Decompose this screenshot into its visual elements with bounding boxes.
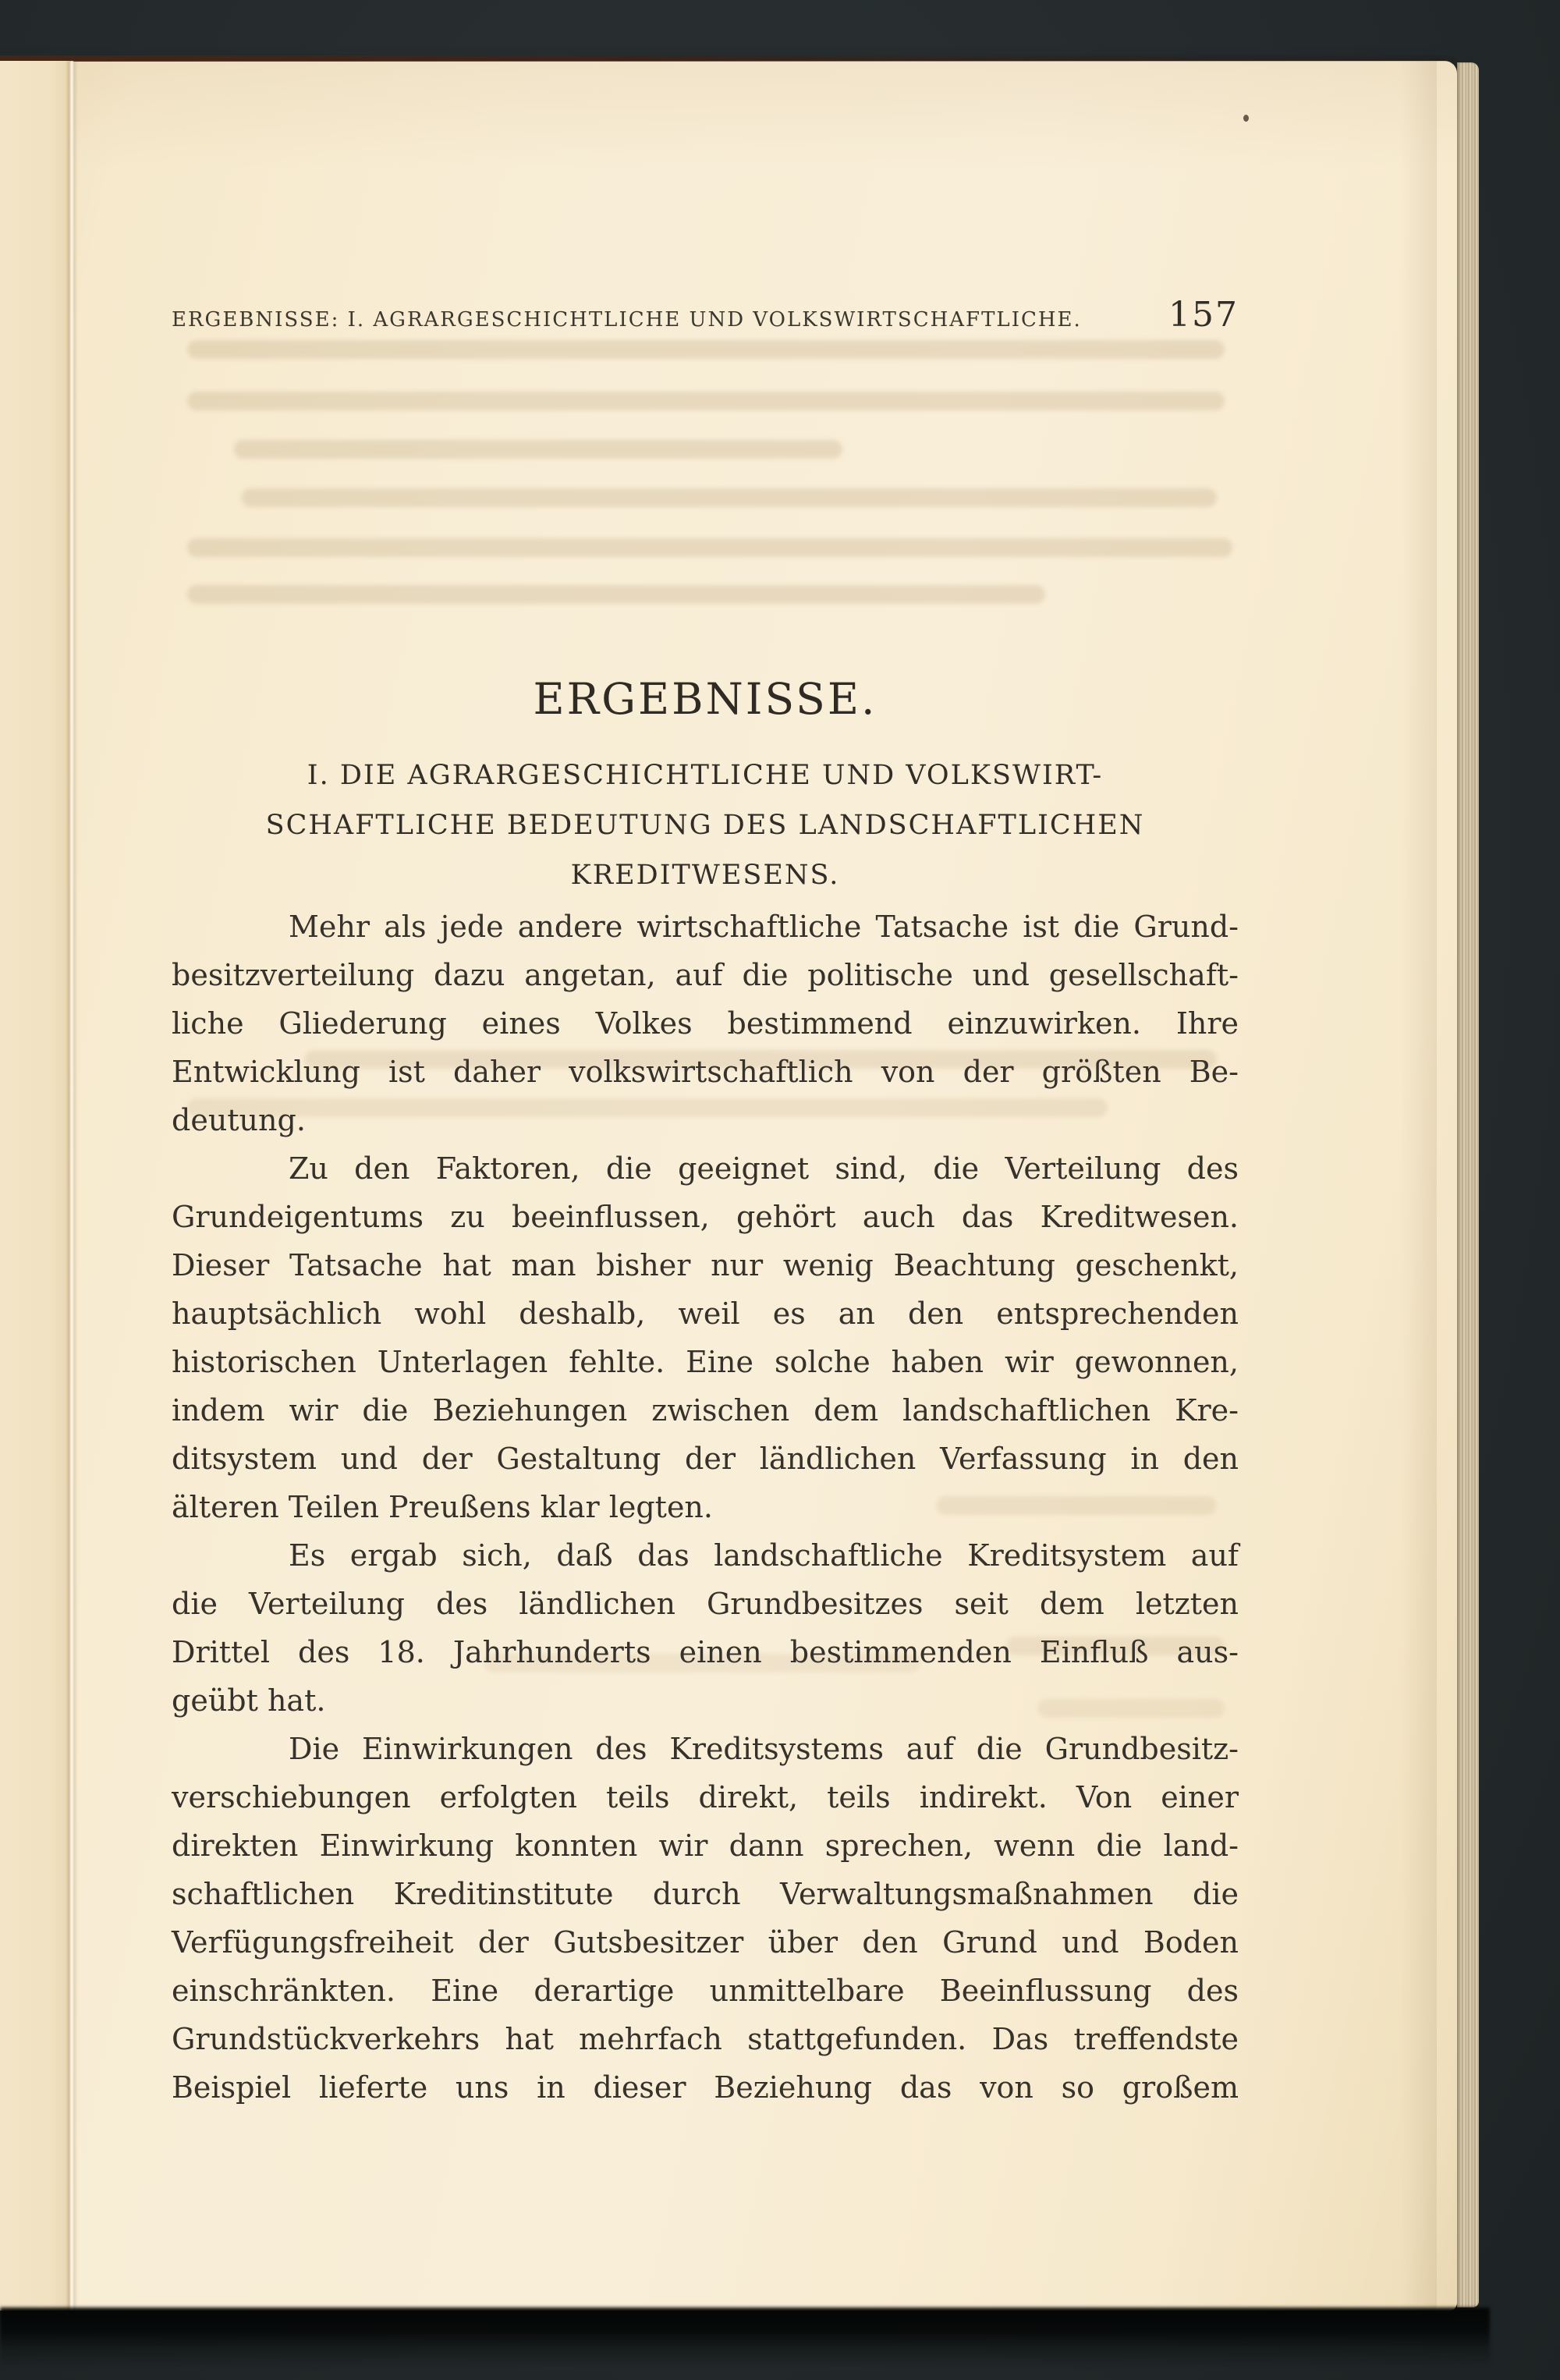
text-line: hauptsächlich wohl deshalb, weil es an den entsprechenden	[172, 1296, 1239, 1331]
text-line: direkten Einwirkung konnten wir dann sprechen, wenn die land-	[172, 1828, 1239, 1863]
text-line: Zu den Faktoren, die geeignet sind, die Verteilung des	[289, 1151, 1239, 1186]
page-shadow	[0, 2307, 1490, 2368]
text-line: Drittel des 18. Jahrhunderts einen bestimmenden Einfluß aus-	[172, 1635, 1239, 1669]
bleedthrough-line	[187, 340, 1225, 359]
bleedthrough-line	[187, 538, 1232, 557]
text-line: Mehr als jede andere wirtschaftliche Tatsache ist die Grund-	[289, 910, 1239, 944]
paragraph	[172, 1144, 1239, 1531]
paragraph	[172, 1725, 1239, 2112]
text-line: einschränkten. Eine derartige unmittelbare Beeinflussung des	[172, 1974, 1239, 2008]
running-title: ERGEBNISSE: I. AGRARGESCHICHTLICHE UND VOLKSWIRTSCHAFTLICHE.	[172, 308, 1082, 332]
paragraph	[172, 1531, 1239, 1725]
section-heading-line: I. DIE AGRARGESCHICHTLICHE UND VOLKSWIRT-	[307, 760, 1104, 791]
paragraph	[172, 903, 1239, 1144]
section-heading	[172, 750, 1239, 900]
text-line: deutung.	[172, 1103, 306, 1137]
bleedthrough-line	[234, 440, 842, 459]
text-line: besitzverteilung dazu angetan, auf die politische und gesellschaft-	[172, 958, 1239, 992]
text-line: Entwicklung ist daher volkswirtschaftlich von der größten Be-	[172, 1055, 1239, 1089]
gutter-crease	[66, 61, 78, 2311]
text-line: liche Gliederung eines Volkes bestimmend einzuwirken. Ihre	[172, 1006, 1239, 1041]
bleedthrough-line	[187, 392, 1225, 410]
book-page	[0, 61, 1457, 2311]
text-line: Grundstückverkehrs hat mehrfach stattgefunden. Das treffendste	[172, 2022, 1239, 2056]
text-line: Verfügungsfreiheit der Gutsbesitzer über den Grund und Boden	[172, 1925, 1239, 1960]
running-header	[172, 295, 1239, 335]
text-line: ditsystem und der Gestaltung der ländlichen Verfassung in den	[172, 1442, 1239, 1476]
bleedthrough-line	[187, 585, 1045, 604]
chapter-title: ERGEBNISSE.	[533, 674, 878, 724]
text-line: verschiebungen erfolgten teils direkt, teils indirekt. Von einer	[172, 1780, 1239, 1814]
text-line: Dieser Tatsache hat man bisher nur wenig Beachtung geschenkt,	[172, 1248, 1239, 1282]
text-line: indem wir die Beziehungen zwischen dem landschaftlichen Kre-	[172, 1393, 1239, 1428]
section-heading-line: KREDITWESENS.	[570, 860, 840, 891]
text-line: historischen Unterlagen fehlte. Eine solche haben wir gewonnen,	[172, 1345, 1239, 1379]
text-line: älteren Teilen Preußens klar legten.	[172, 1490, 713, 1524]
text-line: Beispiel lieferte uns in dieser Beziehung das von so großem	[172, 2070, 1239, 2105]
bleedthrough-line	[242, 488, 1217, 507]
body-text	[172, 903, 1239, 2112]
text-line: Die Einwirkungen des Kreditsystems auf die Grundbesitz-	[289, 1732, 1239, 1766]
text-line: schaftlichen Kreditinstitute durch Verwaltungsmaßnahmen die	[172, 1877, 1239, 1911]
adjacent-page-strip	[0, 61, 70, 2311]
page-fore-edge	[1457, 62, 1479, 2307]
text-line: die Verteilung des ländlichen Grundbesitzes seit dem letzten	[172, 1587, 1239, 1621]
text-line: Es ergab sich, daß das landschaftliche Kreditsystem auf	[289, 1538, 1239, 1573]
page-number: 157	[1168, 295, 1239, 335]
text-line: Grundeigentums zu beeinflussen, gehört auch das Kreditwesen.	[172, 1200, 1239, 1234]
ink-speck	[1243, 115, 1249, 122]
section-heading-line: SCHAFTLICHE BEDEUTUNG DES LANDSCHAFTLICHEN	[265, 810, 1145, 841]
text-line: geübt hat.	[172, 1683, 326, 1718]
